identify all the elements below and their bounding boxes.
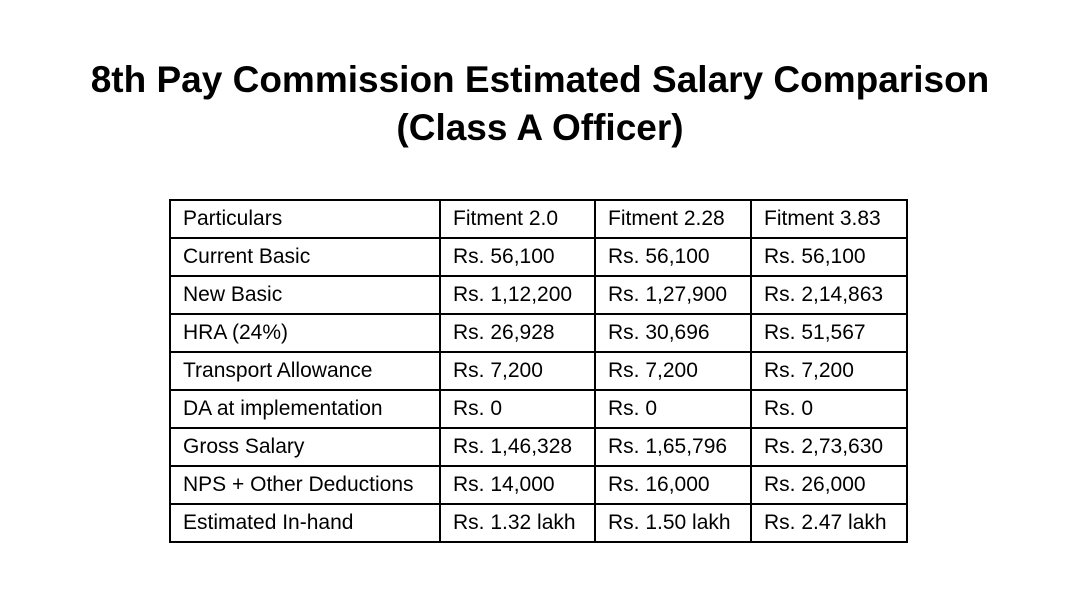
- row-label: Transport Allowance: [170, 352, 440, 390]
- table-cell: Rs. 26,000: [751, 466, 907, 504]
- table-row: [170, 428, 907, 466]
- table-cell: Rs. 2,73,630: [751, 428, 907, 466]
- table-cell: Rs. 7,200: [751, 352, 907, 390]
- row-label: DA at implementation: [170, 390, 440, 428]
- row-label: NPS + Other Deductions: [170, 466, 440, 504]
- table-cell: Rs. 2,14,863: [751, 276, 907, 314]
- table-cell: Rs. 7,200: [440, 352, 595, 390]
- row-label: Gross Salary: [170, 428, 440, 466]
- page-title-line-2: (Class A Officer): [396, 107, 684, 148]
- table-cell: Rs. 0: [751, 390, 907, 428]
- table-cell: Rs. 0: [440, 390, 595, 428]
- header-cell: Fitment 2.28: [595, 200, 751, 238]
- table-row: [170, 314, 907, 352]
- table-cell: Rs. 14,000: [440, 466, 595, 504]
- header-cell: Particulars: [170, 200, 440, 238]
- page-title-line-1: 8th Pay Commission Estimated Salary Comparison: [90, 59, 990, 100]
- table-row: [170, 390, 907, 428]
- table-cell: Rs. 1,46,328: [440, 428, 595, 466]
- table-cell: Rs. 56,100: [595, 238, 751, 276]
- row-label: New Basic: [170, 276, 440, 314]
- table-cell: Rs. 16,000: [595, 466, 751, 504]
- table-cell: Rs. 26,928: [440, 314, 595, 352]
- table-row: [170, 504, 907, 542]
- table-row: [170, 466, 907, 504]
- table-cell: Rs. 30,696: [595, 314, 751, 352]
- table-cell: Rs. 1,12,200: [440, 276, 595, 314]
- row-label: Estimated In-hand: [170, 504, 440, 542]
- table-cell: Rs. 2.47 lakh: [751, 504, 907, 542]
- table-cell: Rs. 1.32 lakh: [440, 504, 595, 542]
- table-row: [170, 238, 907, 276]
- table-cell: Rs. 0: [595, 390, 751, 428]
- row-label: Current Basic: [170, 238, 440, 276]
- table-cell: Rs. 1,27,900: [595, 276, 751, 314]
- page-title: [0, 56, 1080, 152]
- table-cell: Rs. 56,100: [751, 238, 907, 276]
- table-cell: Rs. 1.50 lakh: [595, 504, 751, 542]
- header-cell: Fitment 3.83: [751, 200, 907, 238]
- table-cell: Rs. 56,100: [440, 238, 595, 276]
- table-cell: Rs. 51,567: [751, 314, 907, 352]
- table-row: [170, 352, 907, 390]
- table-row: [170, 276, 907, 314]
- header-cell: Fitment 2.0: [440, 200, 595, 238]
- row-label: HRA (24%): [170, 314, 440, 352]
- table-cell: Rs. 1,65,796: [595, 428, 751, 466]
- table-header-row: [170, 200, 907, 238]
- salary-comparison-table: [169, 199, 908, 543]
- table-cell: Rs. 7,200: [595, 352, 751, 390]
